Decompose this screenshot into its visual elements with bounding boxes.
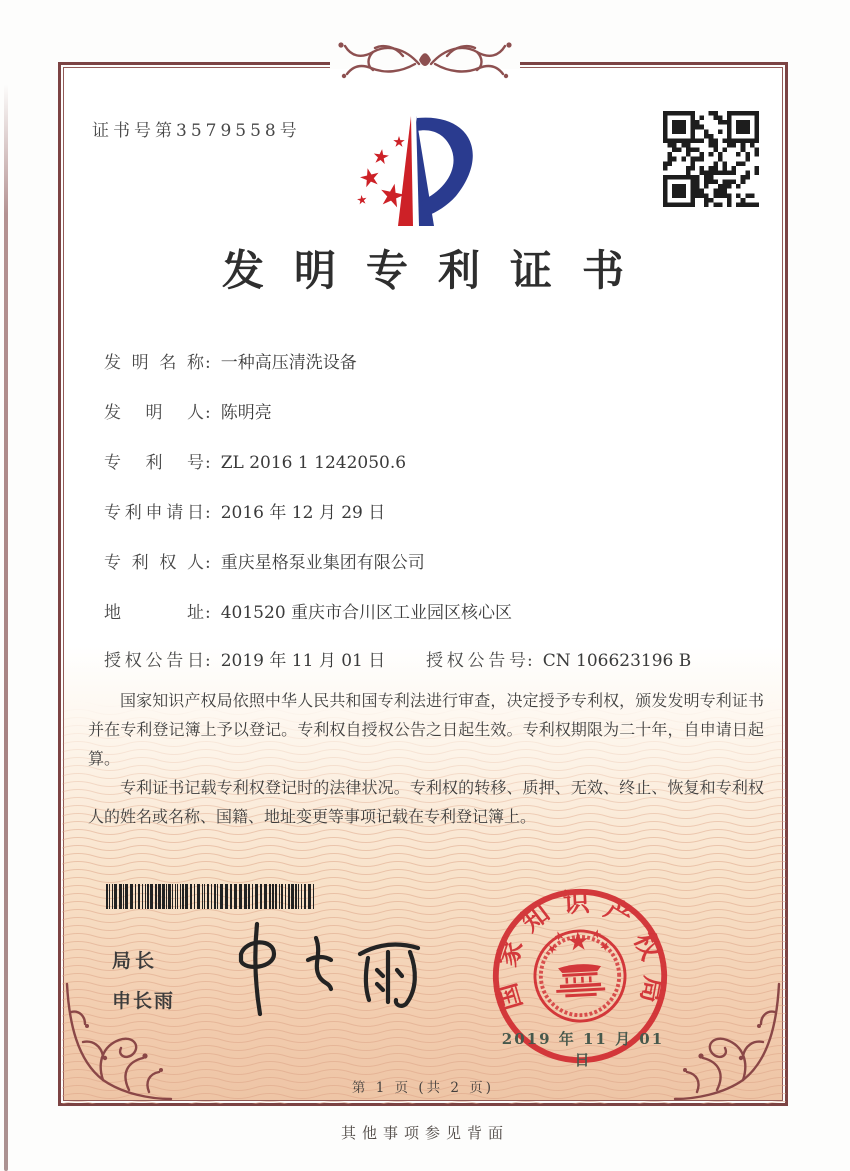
legal-text-block xyxy=(88,686,764,832)
handwritten-signature-icon xyxy=(228,912,443,1020)
field-colon: : xyxy=(205,503,211,523)
field-colon: : xyxy=(205,353,211,373)
field-label: 授权公告号 xyxy=(426,651,526,671)
legal-paragraph: 国家知识产权局依照中华人民共和国专利法进行审查，决定授予专利权，颁发发明专利证书并在专利登记簿上予以登记。专利权自授权公告之日起生效。专利权期限为二十年，自申请日起算。 xyxy=(88,691,764,769)
field-label: 发明人 xyxy=(104,403,204,423)
field-value: 2016 年 12 月 29 日 xyxy=(220,503,386,523)
field-label: 专利申请日 xyxy=(104,503,204,523)
field-value: 2019 年 11 月 01 日 xyxy=(220,651,386,671)
field-label: 授权公告日 xyxy=(104,651,204,671)
field-value: 陈明亮 xyxy=(220,403,272,423)
field-label: 发明名称 xyxy=(104,353,204,373)
back-side-note: 其他事项参见背面 xyxy=(340,1124,509,1142)
field-row-patentee xyxy=(104,548,764,573)
field-value: ZL 2016 1 1242050.6 xyxy=(220,453,407,473)
director-name: 申长雨 xyxy=(112,990,176,1012)
field-value: 重庆星格泵业集团有限公司 xyxy=(220,553,425,573)
field-row-patent-number xyxy=(104,448,764,473)
field-value: CN 106623196 B xyxy=(542,651,692,671)
director-role-label: 局长 xyxy=(112,950,159,972)
seal-ring-text: 国家知识产权局 xyxy=(491,886,670,1014)
field-row-address xyxy=(104,598,764,623)
certificate-title: 发明专利证书 xyxy=(221,246,654,295)
page-number: 第 1 页 (共 2 页) xyxy=(351,1080,495,1096)
barcode-icon xyxy=(104,884,320,909)
field-colon: : xyxy=(205,553,211,573)
field-colon: : xyxy=(205,403,211,423)
field-row-invention-name xyxy=(104,348,764,373)
field-value: 401520 重庆市合川区工业园区核心区 xyxy=(220,603,513,623)
field-colon: : xyxy=(527,651,533,671)
legal-paragraph: 专利证书记载专利权登记时的法律状况。专利权的转移、质押、无效、终止、恢复和专利权人的姓名或名称、国籍、地址变更等事项记载在专利登记簿上。 xyxy=(88,778,764,827)
grant-date-group xyxy=(104,651,385,671)
field-row-filing-date xyxy=(104,498,764,523)
grant-number-group xyxy=(426,646,691,671)
cnipa-logo-icon xyxy=(350,108,498,238)
certificate-number: 证书号第3579558号 xyxy=(92,121,301,141)
field-label: 专利权人 xyxy=(104,553,204,573)
seal-date: 2019 年 11 月 01 日 xyxy=(501,1030,665,1069)
field-colon: : xyxy=(205,651,211,671)
field-row-inventor xyxy=(104,398,764,423)
field-colon: : xyxy=(205,603,211,623)
field-label: 专利号 xyxy=(104,453,204,473)
qr-code-icon xyxy=(663,111,759,207)
field-label: 地址 xyxy=(104,603,204,623)
field-row-grant xyxy=(104,646,764,671)
field-value: 一种高压清洗设备 xyxy=(220,353,357,373)
scan-edge-artifact xyxy=(4,84,8,1171)
field-colon: : xyxy=(205,453,211,473)
top-border-flourish-icon xyxy=(330,38,520,90)
